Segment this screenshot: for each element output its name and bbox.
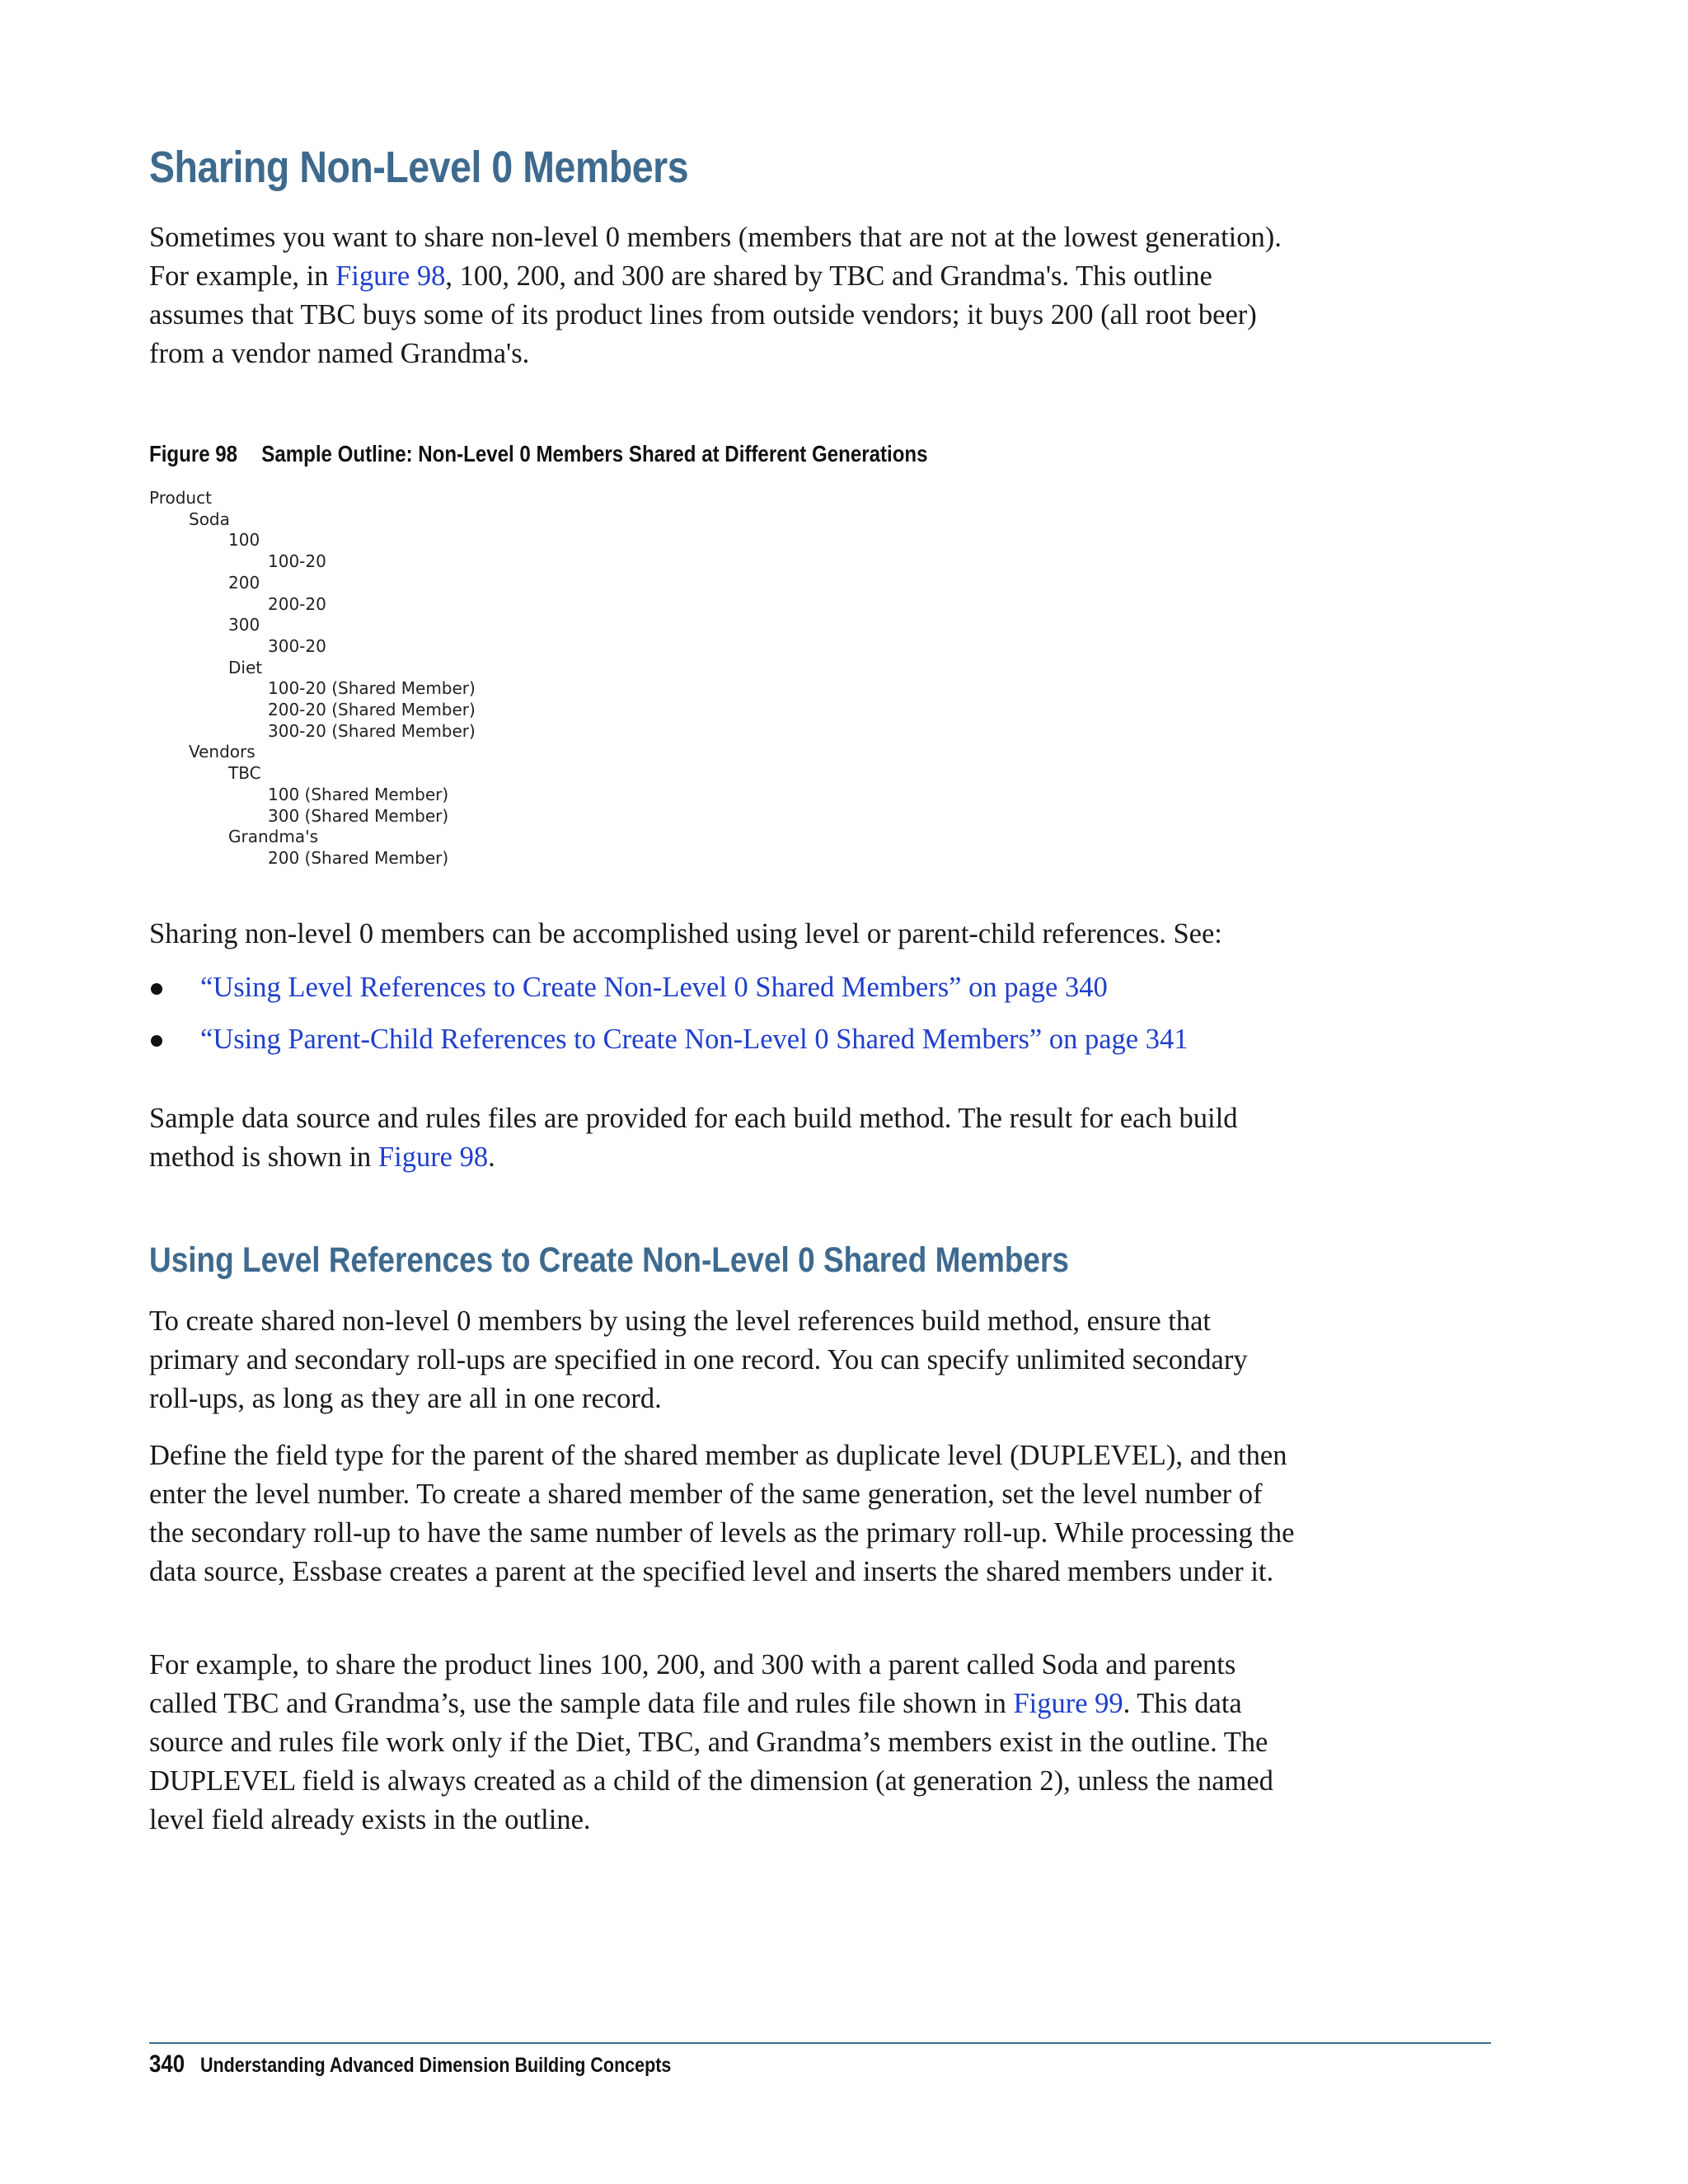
outline-tree (149, 488, 561, 875)
level-references-link[interactable]: “Using Level References to Create Non-Level 0 Shared Members” on page 340 (200, 972, 1108, 1003)
page-footer (149, 2050, 671, 2079)
outline-node: Diet (228, 657, 263, 677)
outline-node: 100-20 (Shared Member) (268, 678, 476, 699)
outline-node: 100 (Shared Member) (268, 784, 449, 804)
outline-node: 100-20 (268, 551, 326, 572)
outline-node: 200 (Shared Member) (268, 847, 449, 868)
intro-text-a: Sometimes you want to share non-level 0 members (members that are not at the lowest generation). For example, in (149, 222, 1282, 292)
figure-label: Figure 98 (149, 441, 238, 466)
outline-node: Vendors (189, 742, 256, 762)
references-paragraph: Sharing non-level 0 members can be accomplished using level or parent-child references. See: (149, 918, 1222, 949)
outline-node: 200 (228, 572, 260, 593)
example-text-a: For example, to share the product lines 100, 200, and 300 with a parent called Soda and parents called TBC and Grandma’s, use the sample data file and rules file shown in (149, 1649, 1236, 1719)
intro-paragraph (149, 218, 1303, 373)
level-references-paragraph: To create shared non-level 0 members by using the level references build method, ensure that primary and secondary roll-ups are specified in one record. You can specify unlimited secondary roll-ups, as long as they are all in one record. (149, 1305, 1248, 1414)
bullet-icon (151, 1035, 162, 1047)
page-number: 340 (149, 2050, 185, 2078)
example-paragraph (149, 1646, 1303, 1840)
outline-node: 200-20 (268, 593, 326, 614)
sample-files-text-a: Sample data source and rules files are provided for each build method. The result for each build method is shown in (149, 1103, 1238, 1173)
section-title: Sharing Non-Level 0 Members (149, 143, 689, 192)
outline-node: 300-20 (Shared Member) (268, 720, 476, 741)
outline-node: 100 (228, 530, 260, 551)
figure-caption-text: Sample Outline: Non-Level 0 Members Shared at Different Generations (261, 441, 928, 466)
outline-node: 300 (Shared Member) (268, 805, 449, 826)
duplevel-paragraph: Define the field type for the parent of the shared member as duplicate level (DUPLEVEL), and then enter the level number. To create a shared member of the same generation, set the level number of the secondary roll-up to have the same number of levels as the primary roll-up. While processing the data source, Essbase creates a parent at the specified level and inserts the shared members under it. (149, 1440, 1295, 1587)
figure-98-link[interactable]: Figure 98 (335, 260, 446, 292)
figure-caption (149, 441, 928, 467)
subsection-title: Using Level References to Create Non-Level 0 Shared Members (149, 1240, 1069, 1280)
sample-files-text-b: . (488, 1141, 495, 1173)
figure-98-link-2[interactable]: Figure 98 (377, 1141, 489, 1173)
footer-rule (149, 2042, 1491, 2044)
bullet-icon (151, 983, 162, 995)
example-text-b: . This data source and rules file work only if the Diet, TBC, and Grandma’s members exist in the outline. The DUPLEVEL field is always created as a child of the dimension (at generation 2), unless the named level field already exists in the outline. (149, 1688, 1273, 1835)
intro-text-b: , 100, 200, and 300 are shared by TBC and Grandma's. This outline assumes that TBC buys some of its product lines from outside vendors; it buys 200 (all root beer) from a vendor named Grandma's. (149, 260, 1257, 369)
outline-node: TBC (228, 763, 261, 784)
outline-node: Product (149, 488, 212, 508)
parent-child-references-link[interactable]: “Using Parent-Child References to Create Non-Level 0 Shared Members” on page 341 (200, 1024, 1189, 1055)
figure-99-link[interactable]: Figure 99 (1013, 1688, 1123, 1719)
outline-node: Grandma's (228, 827, 319, 847)
outline-node: 300 (228, 615, 260, 635)
outline-node: 300-20 (268, 635, 326, 656)
outline-node: 200-20 (Shared Member) (268, 700, 476, 719)
outline-node: Soda (189, 509, 230, 529)
sample-files-paragraph (149, 1099, 1303, 1177)
chapter-title: Understanding Advanced Dimension Building Concepts (199, 2054, 672, 2077)
